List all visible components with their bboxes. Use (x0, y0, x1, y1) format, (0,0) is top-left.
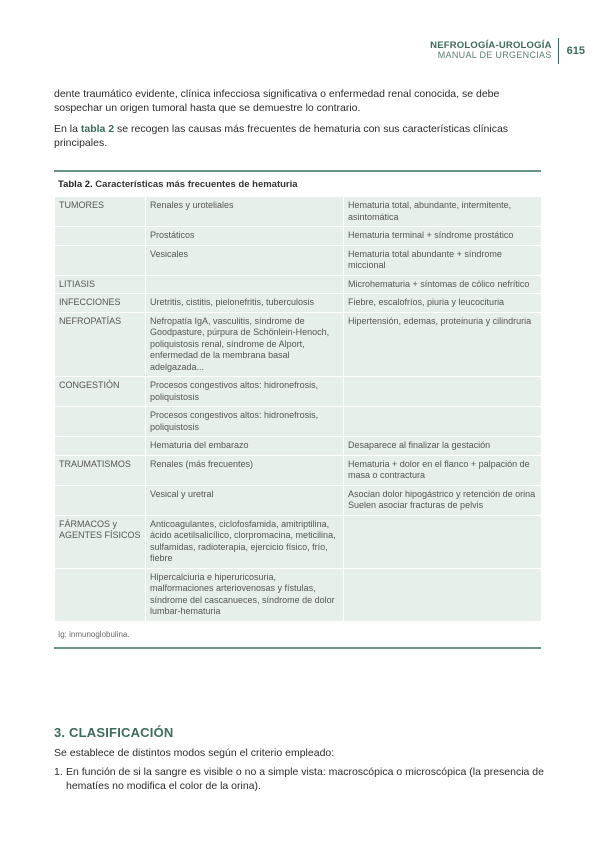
section-intro: Se establece de distintos modos según el criterio empleado: (54, 747, 335, 759)
table-title: Características más frecuentes de hematuria (92, 179, 298, 190)
table-row (55, 377, 542, 407)
cause-cell: Procesos congestivos altos: hidronefrosis, poliquistosis (146, 407, 344, 437)
clinical-cell (344, 515, 542, 568)
list-item-number: 1. (54, 766, 63, 778)
category-cell: CONGESTIÓN (55, 377, 146, 407)
paragraph-table-reference (54, 122, 548, 150)
paragraph-text-start: En la (54, 123, 81, 135)
table-caption (54, 172, 541, 196)
clinical-cell: Hematuria total, abundante, intermitente, asintomática (344, 197, 542, 227)
table-row (55, 455, 542, 485)
category-cell: FÁRMACOS y AGENTES FÍSICOS (55, 515, 146, 568)
cause-cell: Procesos congestivos altos: hidronefrosis, poliquistosis (146, 377, 344, 407)
category-cell (55, 245, 146, 275)
table-reference-link: tabla 2 (80, 123, 115, 135)
cause-cell: Hipercalciuria e hiperuricosuria, malformaciones arteriovenosas y fístulas, síndrome del cascanueces, síndrome de dolor lumbar-hematuria (146, 568, 344, 621)
clinical-cell (344, 568, 542, 621)
table-row (55, 485, 542, 515)
category-cell (55, 407, 146, 437)
table-number: Tabla 2. (58, 179, 93, 190)
paragraph-continuation: dente traumático evidente, clínica infecciosa significativa o enfermedad renal conocida, se debe sospechar un origen tumoral hasta que se demuestre lo contrario. (54, 88, 500, 114)
cause-cell: Uretritis, cistitis, pielonefritis, tuberculosis (146, 294, 344, 313)
section-heading: 3. CLASIFICACIÓN (54, 725, 174, 740)
table-row (55, 407, 542, 437)
header-divider (558, 38, 559, 64)
table-row (55, 197, 542, 227)
table-body (54, 196, 542, 622)
category-cell (55, 437, 146, 456)
list-item (54, 765, 548, 793)
list-item-text: En función de si la sangre es visible o no a simple vista: macroscópica o microscópica (la presencia de hematíes no modifica el color de la orina). (66, 766, 544, 792)
header-section-title: NEFROLOGÍA-UROLOGÍA (430, 40, 552, 52)
header-subtitle: MANUAL DE URGENCIAS (437, 50, 552, 61)
table-row (55, 568, 542, 621)
cause-cell: Hematuria del embarazo (146, 437, 344, 456)
table-row (55, 275, 542, 294)
table-bottom-rule (54, 647, 541, 649)
cause-cell: Prostáticos (146, 227, 344, 246)
category-cell: INFECCIONES (55, 294, 146, 313)
table-row (55, 312, 542, 377)
category-cell: TUMORES (55, 197, 146, 227)
table-row (55, 515, 542, 568)
clinical-cell: Hematuria total abundante + síndrome miccional (344, 245, 542, 275)
table-footnote: Ig: inmunoglobulina. (58, 629, 130, 639)
table-row (55, 437, 542, 456)
table-row (55, 245, 542, 275)
paragraph-text-end: se recogen las causas más frecuentes de hematuria con sus características clínicas principales. (54, 123, 509, 149)
cause-cell: Anticoagulantes, ciclofosfamida, amitriptilina, ácido acetilsalicílico, clorpromacina, meticilina, sulfamidas, radioterapia, ejercicio físico, frío, fiebre (146, 515, 344, 568)
category-cell (55, 227, 146, 246)
cause-cell: Vesical y uretral (146, 485, 344, 515)
cause-cell (146, 275, 344, 294)
category-cell: LITIASIS (55, 275, 146, 294)
category-cell: TRAUMATISMOS (55, 455, 146, 485)
cause-cell: Vesicales (146, 245, 344, 275)
clinical-cell: Fiebre, escalofríos, piuria y leucocituria (344, 294, 542, 313)
header-text (430, 41, 552, 60)
category-cell (55, 485, 146, 515)
cause-cell: Renales y uroteliales (146, 197, 344, 227)
clinical-cell (344, 377, 542, 407)
page-header (430, 38, 585, 64)
clinical-cell: Asocian dolor hipogástrico y retención de orina Suelen asociar fracturas de pelvis (344, 485, 542, 515)
page-number: 615 (566, 45, 585, 57)
clinical-cell: Desaparece al finalizar la gestación (344, 437, 542, 456)
clinical-cell: Microhematuria + síntomas de cólico nefrítico (344, 275, 542, 294)
table-row (55, 294, 542, 313)
clinical-cell: Hipertensión, edemas, proteinuria y cilindruria (344, 312, 542, 377)
table-row (55, 227, 542, 246)
cause-cell: Renales (más frecuentes) (146, 455, 344, 485)
clinical-cell: Hematuria + dolor en el flanco + palpación de masa o contractura (344, 455, 542, 485)
clinical-cell: Hematuria terminal + síndrome prostático (344, 227, 542, 246)
clinical-cell (344, 407, 542, 437)
cause-cell: Nefropatía IgA, vasculitis, síndrome de Goodpasture, púrpura de Schönlein-Henoch, poliquistosis renal, síndrome de Alport, enfermedad de la membrana basal adelgazada... (146, 312, 344, 377)
category-cell (55, 568, 146, 621)
hematuria-table (54, 170, 541, 649)
category-cell: NEFROPATÍAS (55, 312, 146, 377)
